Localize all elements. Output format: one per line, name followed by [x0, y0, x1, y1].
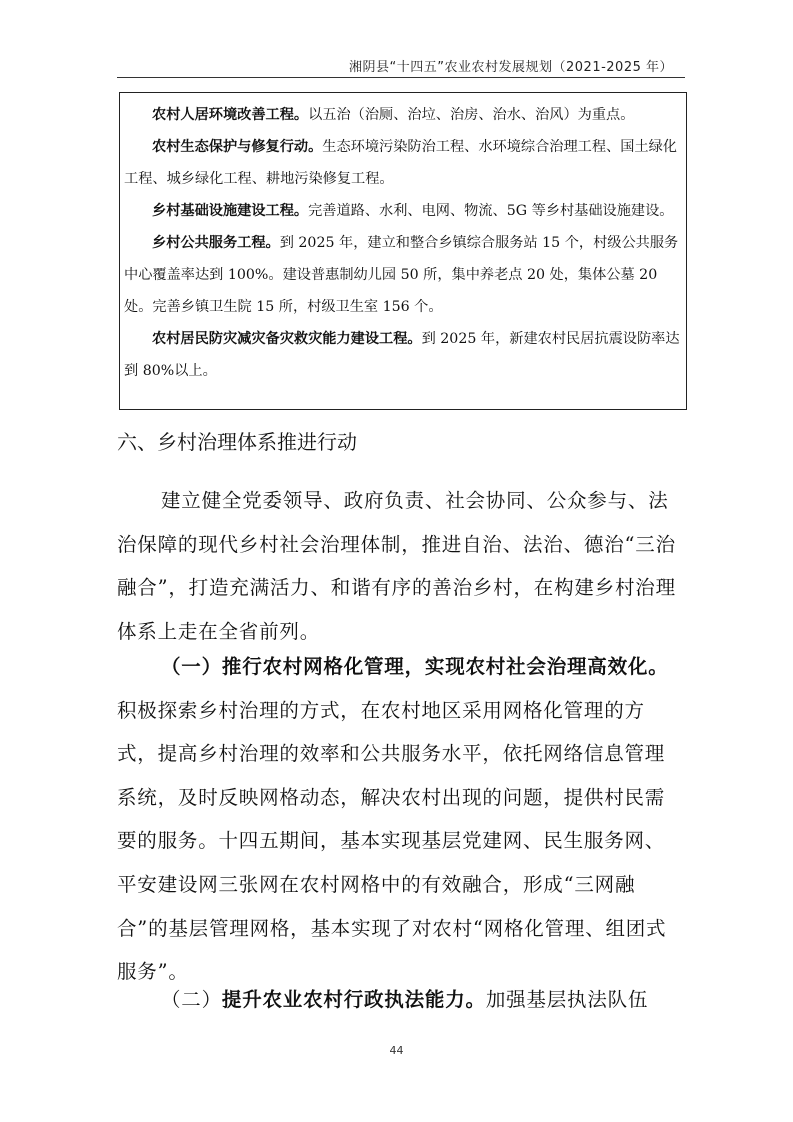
paragraph-intro: 建立健全党委领导、政府负责、社会协同、公众参与、法治保障的现代乡村社会治理体制，推进自治、法治、德治“三治融合”，打造充满活力、和谐有序的善治乡村，在构建乡村治理体系上走在全省前列。	[117, 489, 676, 643]
box-item-title: 农村人居环境改善工程。	[152, 107, 309, 123]
running-header: 湘阴县“十四五”农业农村发展规划（2021-2025 年）	[349, 60, 673, 75]
box-item-text: 生态环境污染防治工程、水环境综合治理工程、国土绿化工程、城乡绿化工程、耕地污染修复工程。	[124, 139, 677, 187]
project-box	[119, 92, 687, 410]
box-item-text: 到 2025 年，新建农村民居抗震设防率达到 80%以上。	[124, 331, 680, 379]
paragraph-text: 积极探索乡村治理的方式，在农村地区采用网格化管理的方式，提高乡村治理的效率和公共服务水平，依托网络信息管理系统，及时反映网格动态，解决农村出现的问题，提供村民需要的服务。十四五期间，基本实现基层党建网、民生服务网、平安建设网三张网在农村网格中的有效融合，形成“三网融合”的基层管理网格，基本实现了对农村“网格化管理、组团式服务”。	[117, 698, 667, 984]
paragraph-text: 加强基层执法队伍	[485, 988, 649, 1011]
paragraph-lead: （二）	[161, 988, 222, 1011]
box-item-text: 完善道路、水利、电网、物流、5G 等乡村基础设施建设。	[308, 203, 674, 219]
section-title: 六、乡村治理体系推进行动	[117, 430, 357, 454]
header-rule	[117, 77, 685, 78]
paragraph-heading: 提升农业农村行政执法能力。	[221, 988, 486, 1011]
paragraph-grid-management	[117, 645, 679, 994]
page-number: 44	[389, 1044, 404, 1057]
box-item	[124, 227, 680, 323]
box-item-title: 农村居民防灾减灾备灾救灾能力建设工程。	[152, 331, 422, 347]
box-item	[124, 195, 680, 227]
box-item-title: 乡村基础设施建设工程。	[152, 203, 309, 219]
box-item-title: 农村生态保护与修复行动。	[152, 139, 323, 155]
box-item-text: 到 2025 年，建立和整合乡镇综合服务站 15 个，村级公共服务中心覆盖率达到 100%。建设普惠制幼儿园 50 所，集中养老点 20 处，集体公墓 20 处。完善乡镇卫生院 15 所，村级卫生室 156 个。	[124, 235, 679, 315]
box-item	[124, 99, 680, 131]
box-item-title: 乡村公共服务工程。	[152, 235, 280, 251]
box-item	[124, 323, 680, 387]
box-item-text: 以五治（治厕、治垃、治房、治水、治风）为重点。	[308, 107, 635, 123]
box-item	[124, 131, 680, 195]
paragraph-law-enforcement	[117, 978, 679, 1022]
paragraph-heading: （一）推行农村网格化管理，实现农村社会治理高效化。	[161, 655, 669, 678]
